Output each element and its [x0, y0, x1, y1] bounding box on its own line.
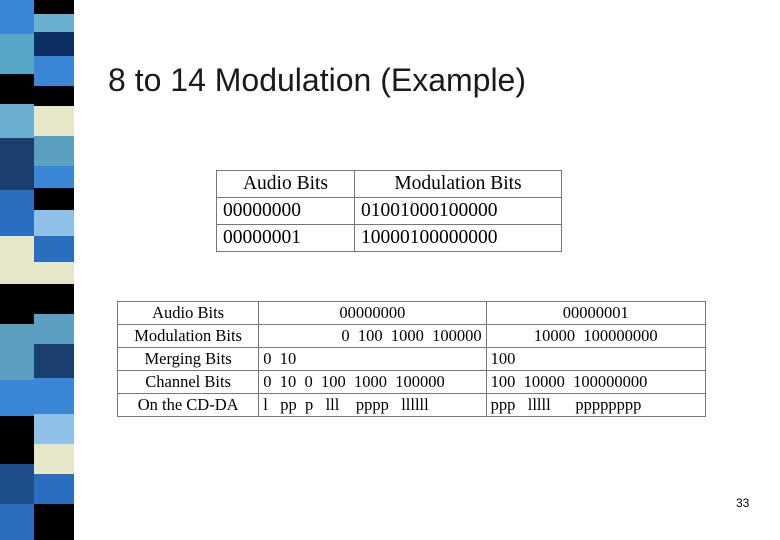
- row-label: Modulation Bits: [118, 325, 259, 348]
- stripe-block: [34, 474, 74, 504]
- table-row: [118, 394, 706, 417]
- stripe-block: [34, 166, 74, 188]
- stripe-block: [34, 504, 74, 540]
- stripe-block: [34, 14, 74, 32]
- stripe-block: [34, 236, 74, 262]
- stripe-block: [0, 190, 34, 236]
- table-row: [118, 325, 706, 348]
- header-audio-bits: Audio Bits: [217, 171, 355, 198]
- stripe-block: [34, 262, 74, 284]
- stripe-block: [34, 314, 74, 344]
- stripe-block: [34, 86, 74, 106]
- stripe-block: [34, 56, 74, 86]
- stripe-block: [34, 188, 74, 210]
- modulation-table: [216, 170, 562, 252]
- stripe-block: [0, 504, 34, 540]
- stripe-block: [0, 324, 34, 380]
- row-label: Merging Bits: [118, 348, 259, 371]
- table-cell: 0 100 1000 100000: [259, 325, 486, 348]
- decorative-stripe: [0, 0, 74, 540]
- stripe-block: [0, 284, 34, 324]
- table-cell: l pp p lll pppp llllll: [259, 394, 486, 417]
- row-label: Channel Bits: [118, 371, 259, 394]
- stripe-block: [34, 344, 74, 378]
- table-cell: 01001000100000: [355, 198, 562, 225]
- stripe-block: [0, 104, 34, 138]
- stripe-block: [0, 416, 34, 464]
- row-label: On the CD-DA: [118, 394, 259, 417]
- page-number: 33: [736, 496, 750, 510]
- stripe-block: [0, 236, 34, 284]
- stripe-block: [34, 210, 74, 236]
- stripe-block: [34, 106, 74, 136]
- table-cell: ppp lllll pppppppp: [486, 394, 705, 417]
- stripe-block: [34, 136, 74, 166]
- table-row: [118, 348, 706, 371]
- stripe-block: [0, 74, 34, 104]
- stripe-block: [34, 414, 74, 444]
- table-cell: 00000000: [259, 302, 486, 325]
- stripe-block: [34, 0, 74, 14]
- table-header-row: [217, 171, 562, 198]
- table-cell: 0 10: [259, 348, 486, 371]
- table-cell: 00000000: [217, 198, 355, 225]
- table-row: [118, 371, 706, 394]
- stripe-block: [0, 138, 34, 190]
- stripe-block: [34, 284, 74, 314]
- channel-bits-table: [117, 301, 706, 417]
- table-cell: 00000001: [486, 302, 705, 325]
- header-modulation-bits: Modulation Bits: [355, 171, 562, 198]
- table-cell: 10000 100000000: [486, 325, 705, 348]
- stripe-block: [0, 380, 34, 416]
- stripe-block: [0, 0, 34, 34]
- table-cell: 100: [486, 348, 705, 371]
- table-cell: 10000100000000: [355, 225, 562, 252]
- table-cell: 00000001: [217, 225, 355, 252]
- row-label: Audio Bits: [118, 302, 259, 325]
- stripe-block: [34, 378, 74, 414]
- stripe-block: [0, 464, 34, 504]
- table-cell: 0 10 0 100 1000 100000: [259, 371, 486, 394]
- stripe-block: [0, 34, 34, 74]
- table-row: [217, 198, 562, 225]
- stripe-block: [34, 32, 74, 56]
- stripe-block: [34, 444, 74, 474]
- table-row: [217, 225, 562, 252]
- slide-title: 8 to 14 Modulation (Example): [108, 62, 526, 98]
- table-cell: 100 10000 100000000: [486, 371, 705, 394]
- table-row: [118, 302, 706, 325]
